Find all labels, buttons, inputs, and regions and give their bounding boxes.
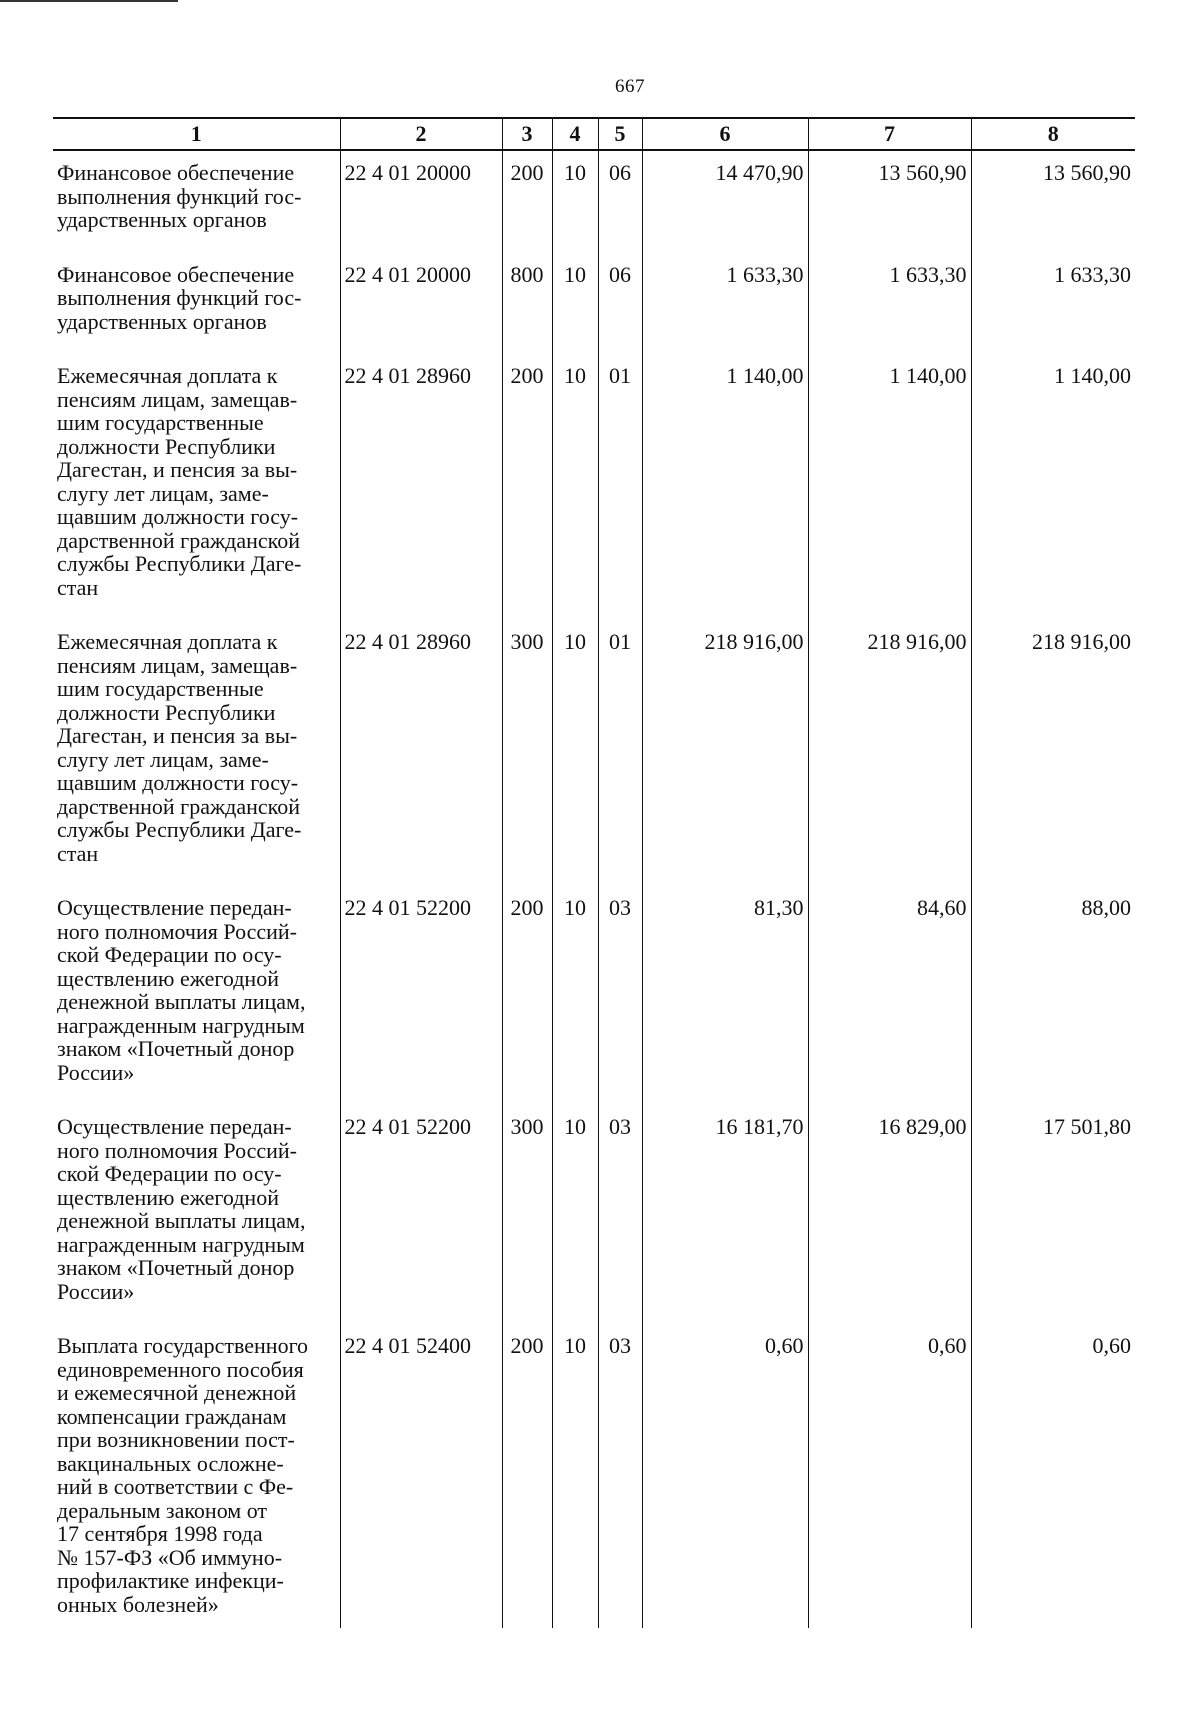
- row-code: 22 4 01 28960: [340, 354, 502, 620]
- row-amount-col-6: 1 140,00: [642, 354, 808, 620]
- row-name-line: знаком «Почетный донор: [57, 1255, 295, 1280]
- row-amount-col-7: 84,60: [808, 886, 971, 1105]
- row-name-line: ской Федерации по осу-: [57, 1161, 282, 1186]
- row-amount-col-6: 81,30: [642, 886, 808, 1105]
- row-name-line: вакцинальных осложне-: [57, 1450, 284, 1476]
- row-section: 10: [552, 1324, 598, 1628]
- row-name-line: ществлению ежегодной: [57, 1184, 279, 1210]
- row-name-line: Дагестан, и пенсия за вы-: [57, 723, 298, 748]
- row-expense-type: 300: [502, 620, 552, 886]
- row-amount-col-6: 16 181,70: [642, 1105, 808, 1324]
- row-name-line: ного полномочия Россий-: [57, 1137, 298, 1163]
- row-amount-col-8: 0,60: [971, 1324, 1135, 1628]
- row-section: 10: [552, 150, 598, 253]
- row-name-line: выполнения функций гос-: [57, 285, 302, 310]
- row-section: 10: [552, 1105, 598, 1324]
- row-name-line: компенсации гражданам: [57, 1403, 287, 1429]
- row-name-line: Осуществление передан-: [57, 895, 292, 920]
- row-amount-col-7: 0,60: [808, 1324, 971, 1628]
- row-name-line: Ежемесячная доплата к: [57, 629, 278, 654]
- row-name-line: Выплата государственного: [57, 1333, 309, 1358]
- row-name-line: Дагестан, и пенсия за вы-: [57, 457, 298, 482]
- row-expense-type: 200: [502, 1324, 552, 1628]
- row-name-line: Осуществление передан-: [57, 1114, 292, 1139]
- table-row: [53, 886, 1135, 1105]
- header-col-1: 1: [53, 118, 340, 150]
- row-expense-type: 800: [502, 253, 552, 355]
- row-amount-col-6: 14 470,90: [642, 150, 808, 253]
- row-name-line: стан: [57, 574, 99, 600]
- row-amount-col-8: 1 140,00: [971, 354, 1135, 620]
- table-row: [53, 1324, 1135, 1628]
- budget-table: [53, 117, 1135, 1628]
- row-amount-col-8: 13 560,90: [971, 150, 1135, 253]
- row-code: 22 4 01 20000: [340, 150, 502, 253]
- row-code: 22 4 01 28960: [340, 620, 502, 886]
- row-amount-col-7: 1 140,00: [808, 354, 971, 620]
- table-row: [53, 620, 1135, 886]
- table-header: [53, 118, 1135, 150]
- row-subsection: 01: [598, 354, 642, 620]
- row-name-line: пенсиям лицам, замещав-: [57, 652, 298, 678]
- page-number: 667: [615, 76, 645, 97]
- row-name-line: знаком «Почетный донор: [57, 1036, 295, 1061]
- row-name-line: шим государственные: [57, 410, 264, 435]
- row-amount-col-8: 88,00: [971, 886, 1135, 1105]
- row-amount-col-7: 218 916,00: [808, 620, 971, 886]
- row-name: [53, 354, 340, 620]
- row-subsection: 01: [598, 620, 642, 886]
- table-row: [53, 354, 1135, 620]
- table-body: [53, 150, 1135, 1628]
- row-name-line: Ежемесячная доплата к: [57, 363, 278, 388]
- row-name-line: деральным законом от: [57, 1497, 268, 1523]
- row-name-line: ударственных органов: [57, 207, 267, 232]
- row-section: 10: [552, 886, 598, 1105]
- row-expense-type: 300: [502, 1105, 552, 1324]
- row-name-line: при возникновении пост-: [57, 1427, 295, 1452]
- row-name-line: слугу лет лицам, заме-: [57, 746, 269, 772]
- row-code: 22 4 01 52400: [340, 1324, 502, 1628]
- row-amount-col-8: 1 633,30: [971, 253, 1135, 355]
- row-name-line: ществлению ежегодной: [57, 965, 279, 991]
- table-row: [53, 150, 1135, 253]
- row-name-line: слугу лет лицам, заме-: [57, 480, 269, 506]
- row-name-line: России»: [57, 1059, 135, 1085]
- row-amount-col-6: 218 916,00: [642, 620, 808, 886]
- row-name: [53, 886, 340, 1105]
- row-name-line: онных болезней»: [57, 1591, 219, 1617]
- header-col-3: 3: [502, 118, 552, 150]
- row-amount-col-8: 17 501,80: [971, 1105, 1135, 1324]
- row-name-line: шим государственные: [57, 676, 264, 701]
- row-subsection: 03: [598, 886, 642, 1105]
- row-amount-col-7: 1 633,30: [808, 253, 971, 355]
- table-row: [53, 253, 1135, 355]
- header-col-4: 4: [552, 118, 598, 150]
- row-name: [53, 1324, 340, 1628]
- row-name-line: № 157-ФЗ «Об иммуно-: [57, 1544, 283, 1570]
- row-name-line: 17 сентября 1998 года: [57, 1521, 263, 1546]
- row-name-line: ний в соответствии с Фе-: [57, 1474, 294, 1499]
- row-name-line: дарственной гражданской: [57, 793, 301, 819]
- row-name-line: ного полномочия Россий-: [57, 918, 298, 944]
- header-col-6: 6: [642, 118, 808, 150]
- row-name-line: награжденным нагрудным: [57, 1231, 305, 1257]
- row-subsection: 03: [598, 1105, 642, 1324]
- row-amount-col-6: 1 633,30: [642, 253, 808, 355]
- row-name-line: Финансовое обеспечение: [57, 160, 295, 185]
- row-name-line: дарственной гражданской: [57, 527, 301, 553]
- header-row: [53, 118, 1135, 150]
- row-amount-col-7: 13 560,90: [808, 150, 971, 253]
- row-section: 10: [552, 354, 598, 620]
- header-col-2: 2: [340, 118, 502, 150]
- header-col-7: 7: [808, 118, 971, 150]
- row-name-line: Финансовое обеспечение: [57, 261, 295, 287]
- row-name-line: и ежемесячной денежной: [57, 1380, 297, 1405]
- row-amount-col-7: 16 829,00: [808, 1105, 971, 1324]
- row-name-line: денежной выплаты лицам,: [57, 989, 306, 1014]
- row-expense-type: 200: [502, 886, 552, 1105]
- row-name-line: единовременного пособия: [57, 1356, 304, 1382]
- row-name-line: выполнения функций гос-: [57, 183, 302, 209]
- row-name-line: стан: [57, 840, 99, 866]
- row-name-line: щавшим должности госу-: [57, 504, 299, 529]
- row-name-line: службы Республики Даге-: [57, 817, 302, 842]
- row-name: [53, 620, 340, 886]
- row-name-line: пенсиям лицам, замещав-: [57, 386, 298, 412]
- table-row: [53, 1105, 1135, 1324]
- row-section: 10: [552, 253, 598, 355]
- row-name-line: должности Республики: [57, 433, 276, 459]
- row-name: [53, 150, 340, 253]
- row-name-line: России»: [57, 1278, 135, 1304]
- row-code: 22 4 01 52200: [340, 1105, 502, 1324]
- row-subsection: 06: [598, 150, 642, 253]
- row-expense-type: 200: [502, 150, 552, 253]
- row-subsection: 03: [598, 1324, 642, 1628]
- row-amount-col-6: 0,60: [642, 1324, 808, 1628]
- row-name-line: должности Республики: [57, 699, 276, 725]
- row-name-line: профилактике инфекци-: [57, 1568, 284, 1593]
- row-name: [53, 253, 340, 355]
- header-col-5: 5: [598, 118, 642, 150]
- row-name-line: ударственных органов: [57, 308, 267, 334]
- row-expense-type: 200: [502, 354, 552, 620]
- row-name-line: денежной выплаты лицам,: [57, 1208, 306, 1233]
- row-name-line: службы Республики Даге-: [57, 551, 302, 576]
- row-section: 10: [552, 620, 598, 886]
- top-rule: [0, 0, 178, 2]
- row-name: [53, 1105, 340, 1324]
- row-name-line: ской Федерации по осу-: [57, 942, 282, 967]
- header-col-8: 8: [971, 118, 1135, 150]
- row-amount-col-8: 218 916,00: [971, 620, 1135, 886]
- row-subsection: 06: [598, 253, 642, 355]
- row-name-line: награжденным нагрудным: [57, 1012, 305, 1038]
- row-name-line: щавшим должности госу-: [57, 770, 299, 795]
- row-code: 22 4 01 52200: [340, 886, 502, 1105]
- row-code: 22 4 01 20000: [340, 253, 502, 355]
